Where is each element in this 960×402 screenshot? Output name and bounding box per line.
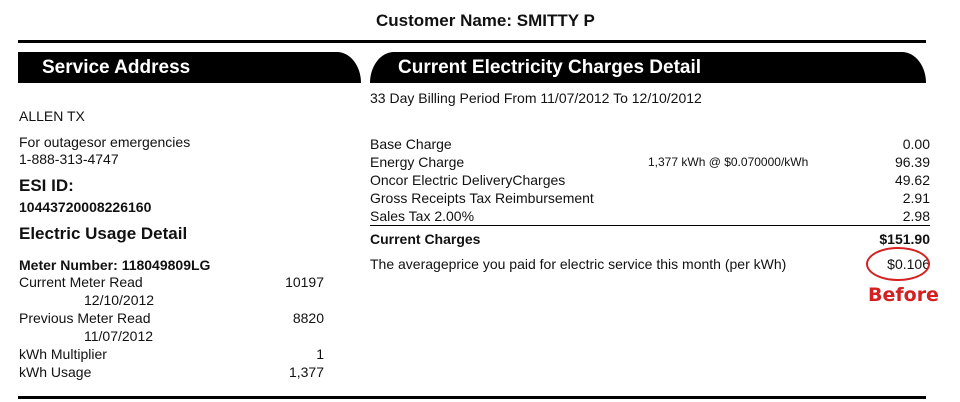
charges-detail-header: Current Electricity Charges Detail <box>370 52 926 83</box>
bottom-divider <box>18 396 926 399</box>
service-address-header: Service Address <box>18 52 361 83</box>
charge-line-amount: 96.39 <box>894 154 930 170</box>
current-meter-read-date: 12/10/2012 <box>84 292 155 308</box>
before-annotation: Before <box>868 284 939 306</box>
kwh-multiplier-value: 1 <box>316 346 324 362</box>
average-price-value: $0.106 <box>887 256 930 272</box>
top-divider <box>18 40 926 43</box>
charge-line-label: Gross Receipts Tax Reimbursement <box>370 190 594 206</box>
charge-line-label: Oncor Electric DeliveryCharges <box>370 172 566 188</box>
energy-charge-detail: 1,377 kWh @ $0.070000/kWh <box>648 155 809 169</box>
current-charges-label: Current Charges <box>370 231 481 247</box>
previous-meter-read-date: 11/07/2012 <box>84 328 154 344</box>
customer-name-line <box>376 11 595 31</box>
meter-number-label: Meter Number: <box>19 257 118 273</box>
service-city: ALLEN TX <box>19 108 85 124</box>
charge-line-label: Base Charge <box>370 136 452 152</box>
average-price-label: The averageprice you paid for electric service this month (per kWh) <box>370 256 787 272</box>
current-meter-read-label: Current Meter Read <box>19 274 143 290</box>
previous-meter-read-label: Previous Meter Read <box>19 310 151 326</box>
current-meter-read-value: 10197 <box>285 274 324 290</box>
charges-divider <box>370 225 930 226</box>
charge-line-amount: 0.00 <box>902 136 930 152</box>
billing-period: 33 Day Billing Period From 11/07/2012 To 12/10/2012 <box>370 90 702 106</box>
charge-line-amount: 2.91 <box>902 190 930 206</box>
kwh-usage-label: kWh Usage <box>19 364 92 380</box>
previous-meter-read-value: 8820 <box>292 310 324 326</box>
usage-detail-heading: Electric Usage Detail <box>19 224 188 243</box>
esi-value: 10443720008226160 <box>19 199 152 215</box>
kwh-multiplier-label: kWh Multiplier <box>19 346 107 362</box>
charge-line-label: Energy Charge <box>370 154 465 170</box>
meter-number <box>19 257 210 273</box>
customer-name-label: Customer Name: <box>376 11 513 30</box>
highlight-circle <box>866 247 930 281</box>
outage-phone: 1-888-313-4747 <box>19 151 119 167</box>
meter-number-value: 118049809LG <box>121 257 211 273</box>
kwh-usage-value: 1,377 <box>288 364 324 380</box>
charge-line-label: Sales Tax 2.00% <box>370 208 475 224</box>
esi-label: ESI ID: <box>19 176 74 195</box>
current-charges-total: $151.90 <box>879 231 930 247</box>
outage-label: For outagesor emergencies <box>19 134 191 150</box>
charge-line-amount: 49.62 <box>894 172 930 188</box>
charge-line-amount: 2.98 <box>902 208 930 224</box>
customer-name-value: SMITTY P <box>516 11 595 30</box>
